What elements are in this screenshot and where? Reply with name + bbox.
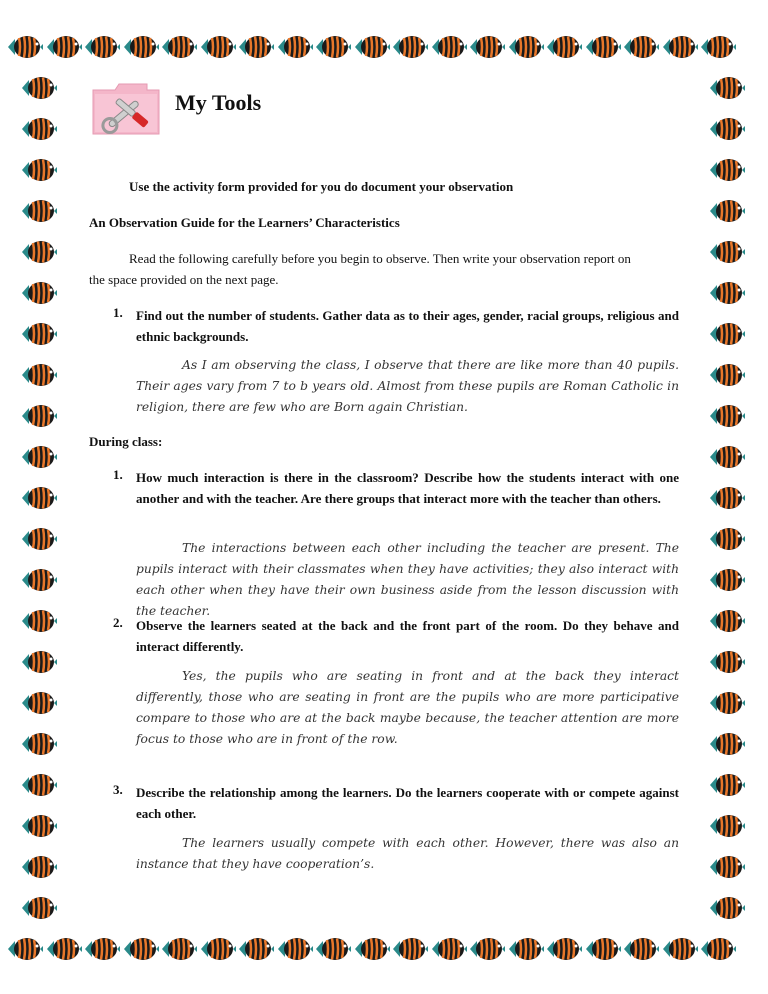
fish-icon [708,196,746,226]
fish-icon [708,278,746,308]
fish-icon [20,606,58,636]
fish-icon [199,32,237,62]
fish-icon [6,32,44,62]
fish-icon [20,401,58,431]
fish-icon [430,934,468,964]
fish-icon [20,73,58,103]
fish-icon [430,32,468,62]
fish-icon [83,934,121,964]
fish-icon [708,319,746,349]
fish-icon [6,934,44,964]
fish-icon [699,934,737,964]
fish-icon [20,483,58,513]
fish-icon [545,32,583,62]
fish-icon [708,401,746,431]
fish-icon [20,360,58,390]
question-text: Observe the learners seated at the back and the front part of the room. Do they behave and interact differently. [136,618,679,654]
fish-icon [237,32,275,62]
fish-icon [545,934,583,964]
fish-icon [20,893,58,923]
fish-icon [468,32,506,62]
fish-icon [20,442,58,472]
question-number: 3. [113,782,123,797]
fish-icon [622,32,660,62]
answer-text: The learners usually compete with each other. However, there was also an instance that they have cooperation’s. [136,836,679,871]
fish-icon [699,32,737,62]
fish-icon [20,155,58,185]
fish-icon [237,934,275,964]
page-header [89,70,389,140]
answer-text: As I am observing the class, I observe that there are like more than 40 pupils. Their ages vary from 7 to b years old. Almost from these pupils are Roman Catholic in religion, there are few who are Born again Christian. [136,358,679,414]
fish-icon [708,688,746,718]
fish-icon [83,32,121,62]
question-number: 2. [113,615,123,630]
fish-icon [20,565,58,595]
fish-icon [20,237,58,267]
fish-icon [391,934,429,964]
fish-icon [708,647,746,677]
answer-text: Yes, the pupils who are seating in front and at the back they interact differently, those who are seating in front are the pupils who are more participative compare to those who are at the back maybe because, the teacher attention are more focus to those who are in front of the row. [136,669,679,746]
fish-icon [45,934,83,964]
fish-icon [20,114,58,144]
fish-icon [584,32,622,62]
fish-icon [20,647,58,677]
fish-icon [708,852,746,882]
fish-icon [20,729,58,759]
answer-text: The interactions between each other including the teacher are present. The pupils interact with their classmates when they have activities; they also interact with each other when they have their own business aside from the lesson discussion with the teacher. [136,541,679,618]
fish-icon [708,565,746,595]
fish-icon [276,934,314,964]
fish-icon [20,524,58,554]
question-number: 1. [113,467,123,482]
fish-icon [507,32,545,62]
fish-icon [708,729,746,759]
intro-line-1: Read the following carefully before you begin to observe. Then write your observation report on [129,251,631,266]
tools-folder-icon [91,82,161,136]
fish-icon [353,934,391,964]
instruction-line: Use the activity form provided for you do document your observation [129,179,514,194]
question-text: How much interaction is there in the classroom? Describe how the students interact with one another and with the teacher. Are there groups that interact more with the teacher than others. [136,470,679,506]
fish-icon [622,934,660,964]
fish-icon [20,688,58,718]
fish-icon [708,442,746,472]
fish-icon [122,934,160,964]
fish-icon [20,196,58,226]
fish-icon [314,934,352,964]
page-title: My Tools [175,90,262,115]
fish-icon [708,606,746,636]
fish-icon [708,360,746,390]
fish-icon [708,524,746,554]
question-text: Find out the number of students. Gather data as to their ages, gender, racial groups, religious and ethnic backgrounds. [136,308,679,344]
question-text: Describe the relationship among the learners. Do the learners cooperate with or compete against each other. [136,785,679,821]
fish-icon [708,73,746,103]
fish-icon [708,893,746,923]
fish-icon [20,319,58,349]
fish-icon [199,934,237,964]
fish-icon [708,811,746,841]
fish-icon [45,32,83,62]
fish-icon [20,852,58,882]
fish-icon [507,934,545,964]
guide-heading: An Observation Guide for the Learners’ Characteristics [89,215,400,230]
fish-icon [20,811,58,841]
fish-icon [708,770,746,800]
fish-icon [276,32,314,62]
fish-icon [708,483,746,513]
fish-icon [661,934,699,964]
fish-icon [584,934,622,964]
fish-icon [708,237,746,267]
fish-icon [708,114,746,144]
intro-line-2: the space provided on the next page. [89,272,279,287]
fish-icon [160,934,198,964]
fish-icon [391,32,429,62]
fish-icon [20,278,58,308]
fish-icon [122,32,160,62]
during-class-heading: During class: [89,434,163,449]
fish-icon [661,32,699,62]
fish-icon [314,32,352,62]
fish-icon [160,32,198,62]
fish-icon [353,32,391,62]
fish-icon [468,934,506,964]
fish-icon [708,155,746,185]
question-number: 1. [113,305,123,320]
fish-icon [20,770,58,800]
